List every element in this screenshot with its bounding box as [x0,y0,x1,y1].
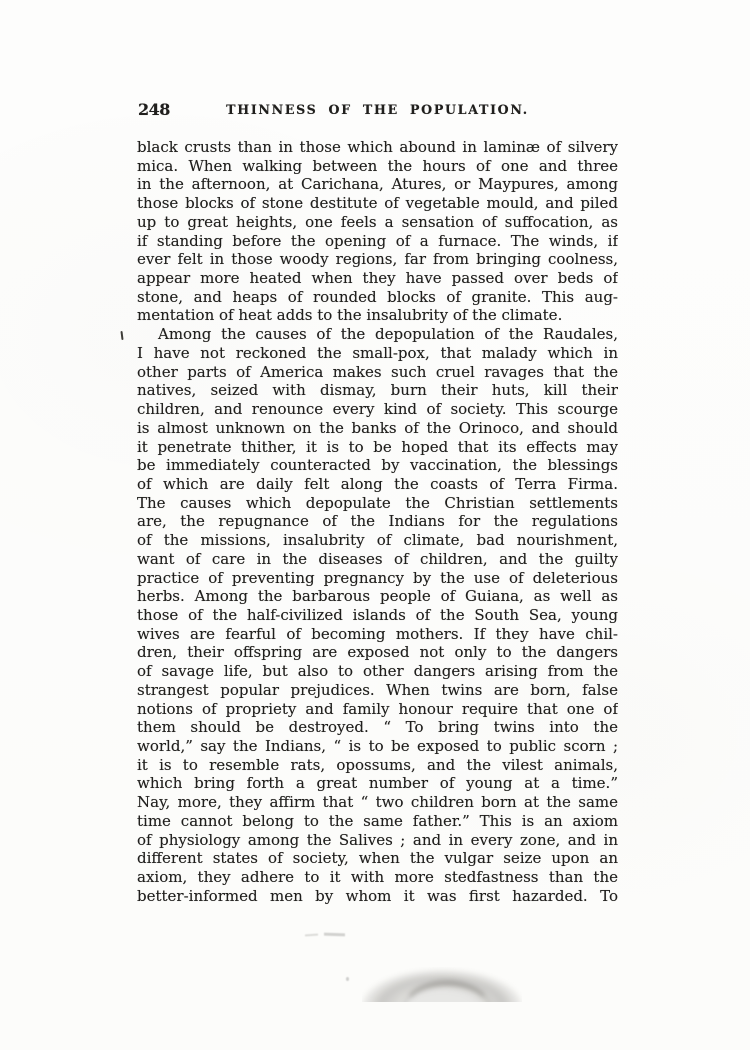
text-line: of the missions, insalubrity of climate, bad nourishment, [137,531,618,550]
text-line: it is to resemble rats, opossums, and the vilest animals, [137,755,618,774]
text-line: time cannot belong to the same father.” This is an axiom [137,811,618,830]
text-line: black crusts than in those which abound in laminæ of silvery [137,138,618,156]
text-line: mentation of heat adds to the insalubrity of the climate. [137,306,563,325]
text-line: axiom, they adhere to it with more stedfastness than the [137,868,618,887]
text-line: want of care in the diseases of children, and the guilty [137,549,618,568]
text-line: if standing before the opening of a furnace. The winds, if [137,231,618,250]
text-line: them should be destroyed. “ To bring twins into the [137,718,618,737]
margin-pen-mark [120,331,123,340]
text-line: strangest popular prejudices. When twins are born, false [137,680,618,699]
text-line: which bring forth a great number of young at a time.” [137,774,618,793]
text-line: practice of preventing pregnancy by the use of deleterious [137,568,618,587]
text-line: is almost unknown on the banks of the Orinoco, and should [137,418,618,437]
text-line: other parts of America makes such cruel ravages that the [137,362,618,381]
text-line: herbs. Among the barbarous people of Guiana, as well as [137,587,618,606]
page-number: 248 [138,100,170,119]
text-line: children, and renounce every kind of society. This scourge [137,400,618,419]
running-header [137,99,618,121]
text-line: mica. When walking between the hours of one and three [137,156,618,175]
text-line: different states of society, when the vulgar seize upon an [137,849,618,868]
text-line: are, the repugnance of the Indians for the regulations [137,512,618,531]
text-line: dren, their offspring are exposed not only to the dangers [137,643,618,662]
text-line: notions of propriety and family honour require that one of [137,699,618,718]
running-title: THINNESS OF THE POPULATION. [226,102,529,117]
text-line: it penetrate thither, it is to be hoped that its effects may [137,437,618,456]
text-line: of savage life, but also to other dangers arising from the [137,662,618,681]
text-line: Nay, more, they affirm that “ two children born at the same [137,793,618,812]
text-line: be immediately counteracted by vaccination, the blessings [137,456,618,475]
text-line: I have not reckoned the small-pox, that malady which in [137,343,618,362]
text-line: Among the causes of the depopulation of the Raudales, [158,325,618,344]
text-line: up to great heights, one feels a sensation of suffocation, as [137,212,618,231]
text-line: world,” say the Indians, “ is to be exposed to public scorn ; [137,737,618,755]
text-line: better-informed men by whom it was first hazarded. To [137,886,618,905]
stamp-bleedthrough-artifact [362,967,522,1002]
page-text-block [137,138,618,905]
scan-dash-artifact [305,934,318,937]
text-line: natives, seized with dismay, burn their huts, kill their [137,381,618,400]
text-line: those blocks of stone destitute of vegetable mould, and piled [137,194,618,213]
text-line: appear more heated when they have passed over beds of [137,269,618,288]
scan-dash-artifact [324,933,345,937]
text-line: wives are fearful of becoming mothers. If they have chil- [137,624,618,643]
text-line: those of the half-civilized islands of the South Sea, young [137,605,618,624]
text-line: of which are daily felt along the coasts of Terra Firma. [137,474,618,493]
text-line: stone, and heaps of rounded blocks of granite. This aug- [137,287,618,306]
text-line: of physiology among the Salives ; and in every zone, and in [137,830,618,849]
scan-speck-artifact [346,977,349,981]
text-line: in the afternoon, at Carichana, Atures, or Maypures, among [137,175,618,194]
text-line: ever felt in those woody regions, far from bringing coolness, [137,250,618,269]
text-line: The causes which depopulate the Christian settlements [137,493,618,512]
